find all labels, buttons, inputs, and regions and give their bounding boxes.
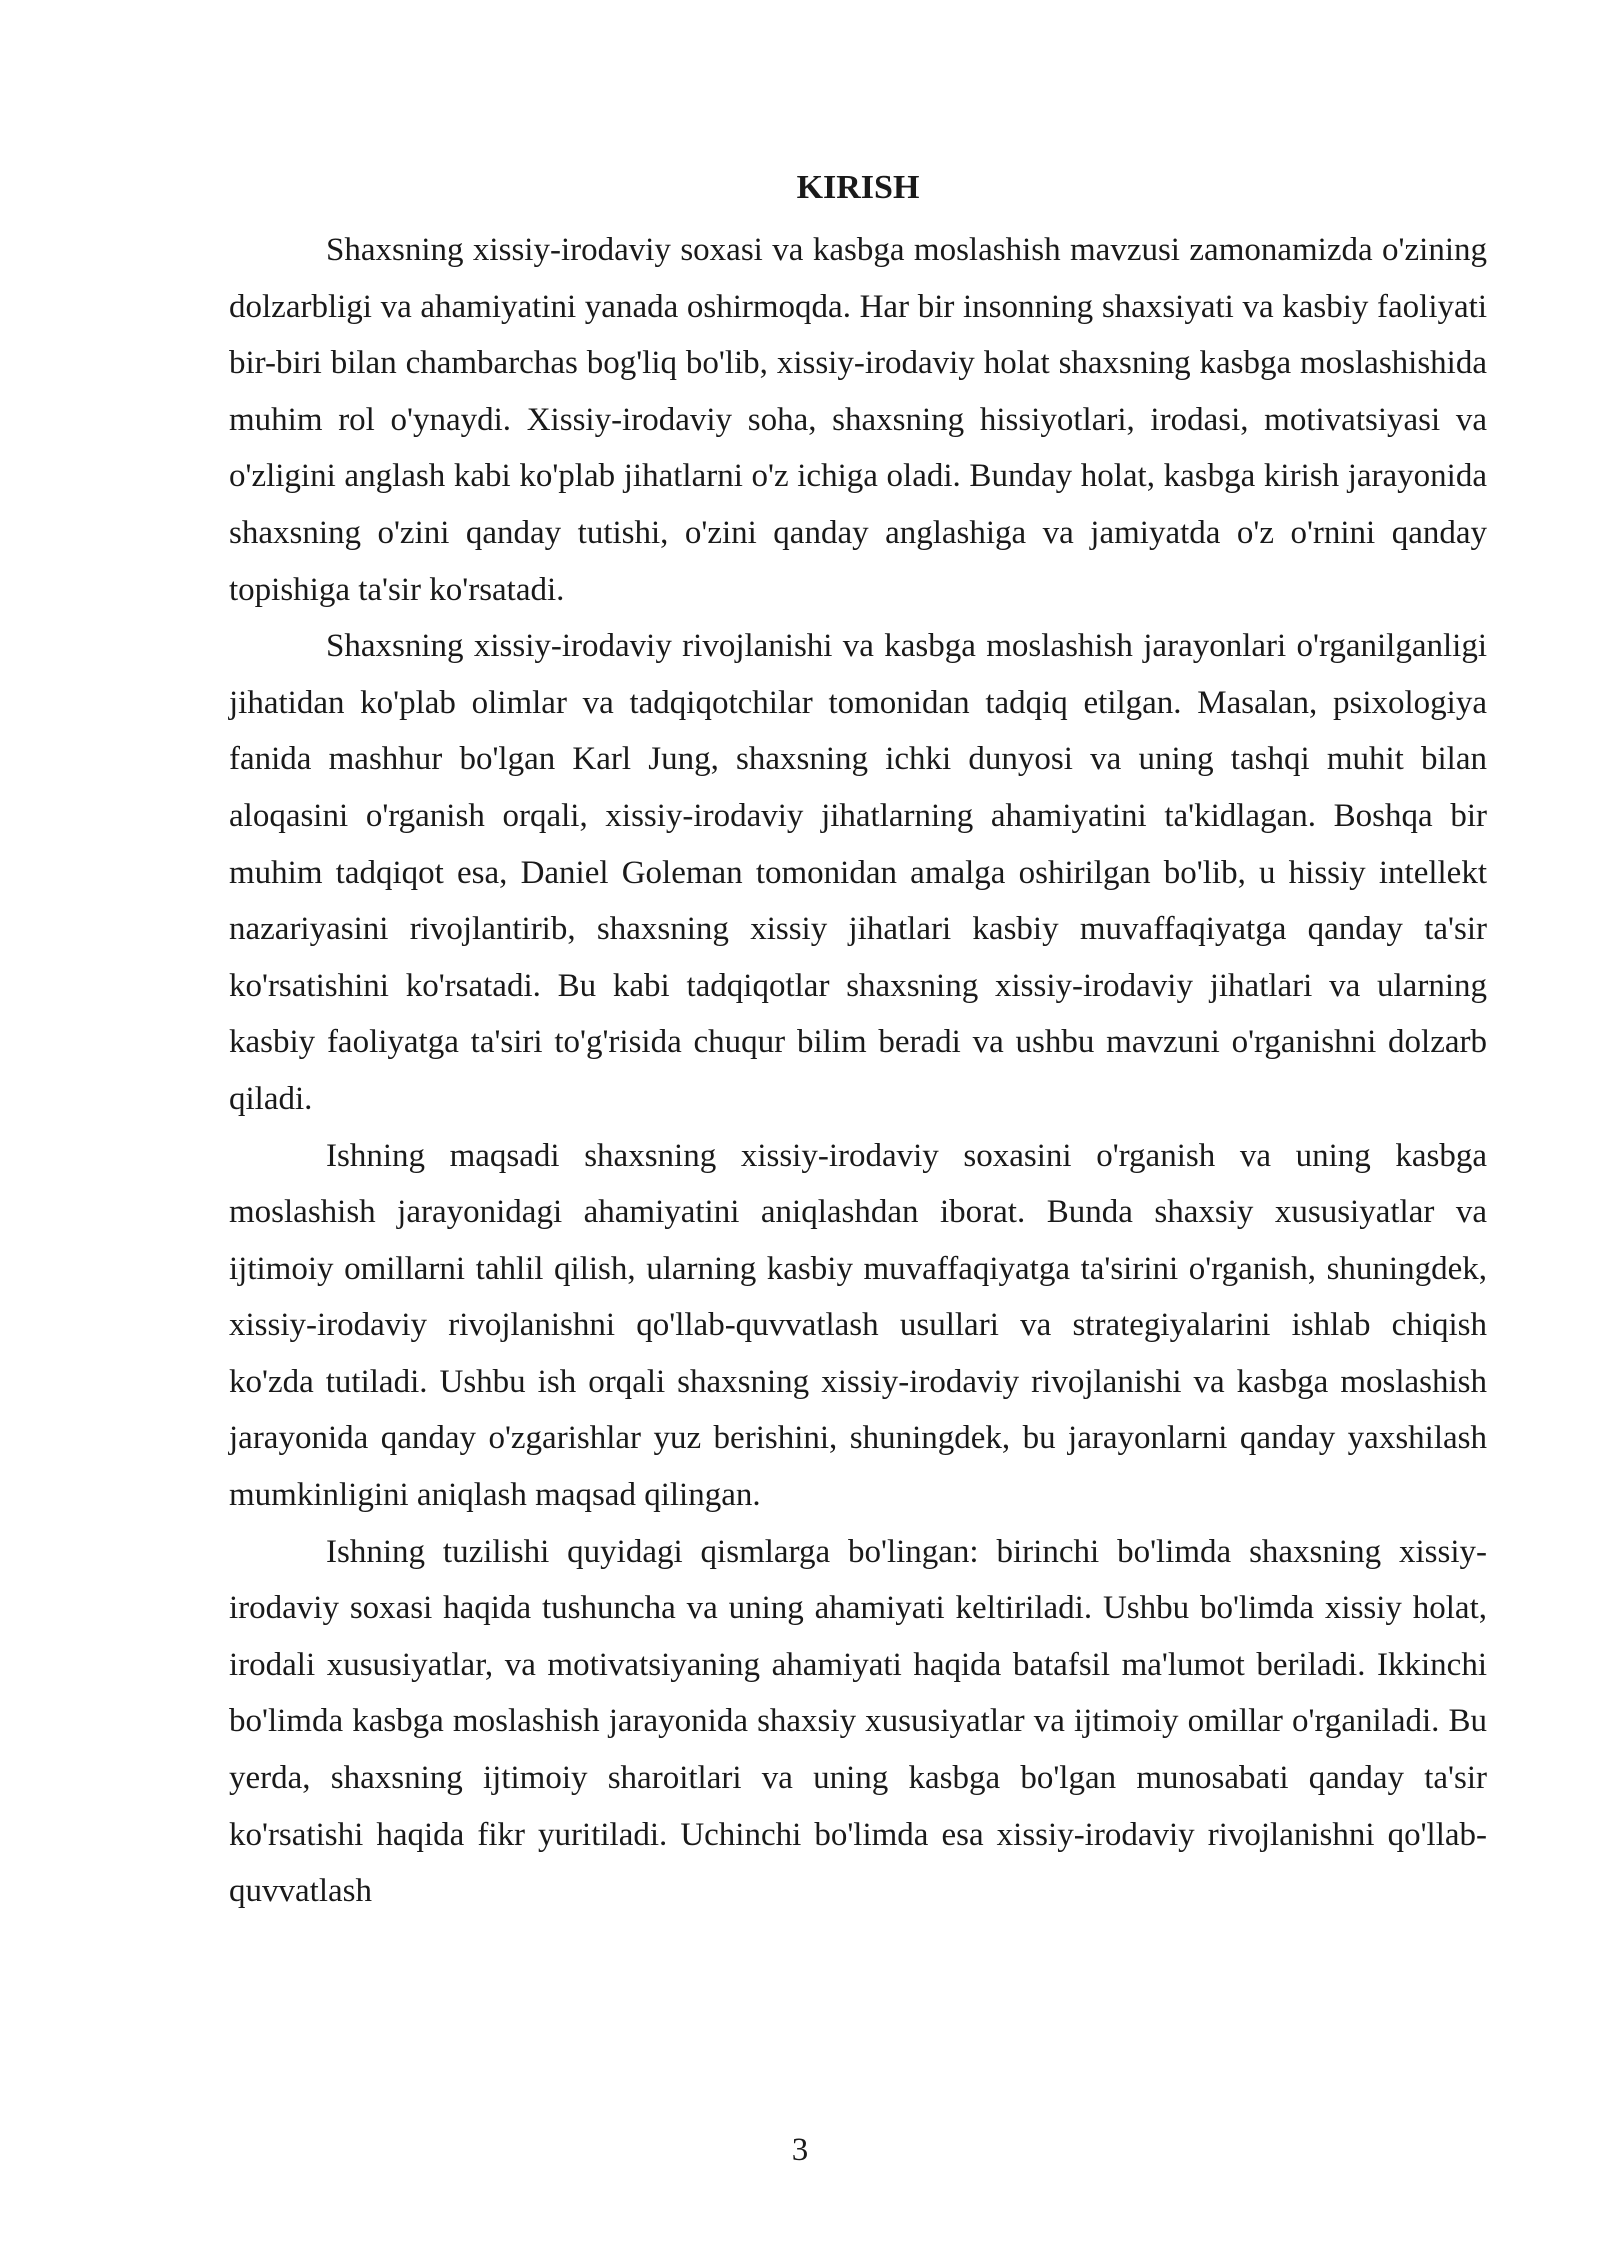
- section-title: KIRISH: [796, 169, 920, 206]
- paragraph-1: Shaxsning xissiy-irodaviy soxasi va kasbga moslashish mavzusi zamonamizda o'zining dolzarbligi va ahamiyatini yanada oshirmoqda. Har bir insonning shaxsiyati va kasbiy faoliyati bir-biri bilan chambarchas bog'liq bo'lib, xissiy-irodaviy holat shaxsning kasbga moslashishida muhim rol o'ynaydi. Xissiy-irodaviy soha, shaxsning hissiyotlari, irodasi, motivatsiyasi va o'zligini anglash kabi ko'plab jihatlarni o'z ichiga oladi. Bunday holat, kasbga kirish jarayonida shaxsning o'zini qanday tutishi, o'zini qanday anglashiga va jamiyatda o'z o'rnini qanday topishiga ta'sir ko'rsatadi.: [229, 232, 1487, 608]
- page-content: [229, 160, 1487, 1920]
- page-number: 3: [791, 2132, 809, 2168]
- paragraph-4: Ishning tuzilishi quyidagi qismlarga bo'lingan: birinchi bo'limda shaxsning xissiy-irodaviy soxasi haqida tushuncha va uning ahamiyati keltiriladi. Ushbu bo'limda xissiy holat, irodali xususiyatlar, va motivatsiyaning ahamiyati haqida batafsil ma'lumot beriladi. Ikkinchi bo'limda kasbga moslashish jarayonida shaxsiy xususiyatlar va ijtimoiy omillar o'rganiladi. Bu yerda, shaxsning ijtimoiy sharoitlari va uning kasbga bo'lgan munosabati qanday ta'sir ko'rsatishi haqida fikr yuritiladi. Uchinchi bo'limda esa xissiy-irodaviy rivojlanishni qo'llab-quvvatlash: [229, 1533, 1487, 1910]
- paragraph-3: Ishning maqsadi shaxsning xissiy-irodaviy soxasini o'rganish va uning kasbga moslashish jarayonidagi ahamiyatini aniqlashdan iborat. Bunda shaxsiy xususiyatlar va ijtimoiy omillarni tahlil qilish, ularning kasbiy muvaffaqiyatga ta'sirini o'rganish, shuningdek, xissiy-irodaviy rivojlanishni qo'llab-quvvatlash usullari va strategiyalarini ishlab chiqish ko'zda tutiladi. Ushbu ish orqali shaxsning xissiy-irodaviy rivojlanishi va kasbga moslashish jarayonida qanday o'zgarishlar yuz berishini, shuningdek, bu jarayonlarni qanday yaxshilash mumkinligini aniqlash maqsad qilingan.: [229, 1137, 1487, 1514]
- paragraph-2: Shaxsning xissiy-irodaviy rivojlanishi va kasbga moslashish jarayonlari o'rganilganligi jihatidan ko'plab olimlar va tadqiqotchilar tomonidan tadqiq etilgan. Masalan, psixologiya fanida mashhur bo'lgan Karl Jung, shaxsning ichki dunyosi va uning tashqi muhit bilan aloqasini o'rganish orqali, xissiy-irodaviy jihatlarning ahamiyatini ta'kidlagan. Boshqa bir muhim tadqiqot esa, Daniel Goleman tomonidan amalga oshirilgan bo'lib, u hissiy intellekt nazariyasini rivojlantirib, shaxsning xissiy jihatlari kasbiy muvaffaqiyatga qanday ta'sir ko'rsatishini ko'rsatadi. Bu kabi tadqiqotlar shaxsning xissiy-irodaviy jihatlari va ularning kasbiy faoliyatga ta'siri to'g'risida chuqur bilim beradi va ushbu mavzuni o'rganishni dolzarb qiladi.: [229, 628, 1487, 1117]
